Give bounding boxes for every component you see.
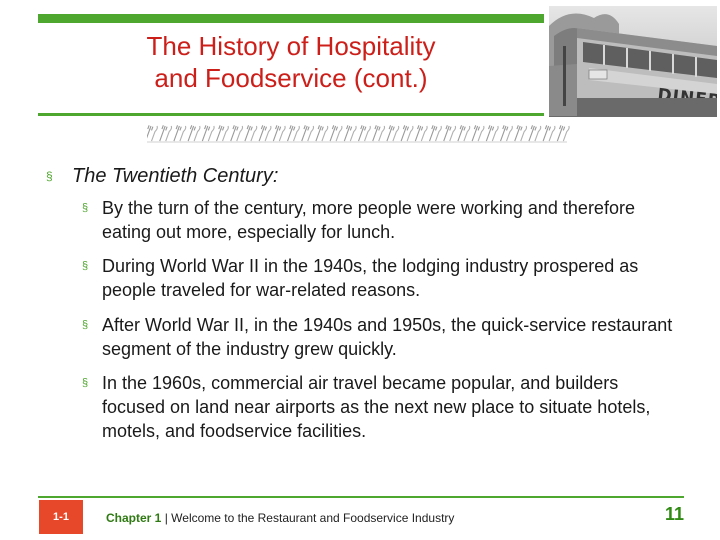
bullet-icon: § — [82, 260, 89, 272]
footer-caption — [106, 511, 454, 525]
bullet-icon: § — [46, 169, 53, 183]
footer-book-title: Welcome to the Restaurant and Foodservice Industry — [171, 511, 455, 525]
utensils-decoration — [147, 124, 575, 144]
slide-title — [38, 30, 544, 94]
bullet-text: By the turn of the century, more people were working and therefore eating out more, especially for lunch. — [102, 198, 635, 242]
slide-title-line-2: and Foodservice (cont.) — [154, 63, 428, 93]
bullet-icon: § — [82, 377, 89, 389]
bullet-item — [82, 371, 682, 443]
bullet-item — [82, 313, 682, 361]
bullet-item — [82, 254, 682, 302]
title-top-bar — [38, 14, 544, 23]
bullet-item — [82, 196, 682, 244]
title-bottom-bar — [38, 113, 544, 116]
bullet-text: During World War II in the 1940s, the lodging industry prospered as people traveled for war-related reasons. — [102, 256, 639, 300]
diner-photo — [549, 6, 717, 117]
slide-title-line-1: The History of Hospitality — [146, 31, 436, 61]
bullet-text: In the 1960s, commercial air travel became popular, and builders focused on land near airports as the next new place to situate hotels, motels, and foodservice facilities. — [102, 373, 651, 441]
page-number: 11 — [664, 504, 684, 524]
bullet-icon: § — [82, 202, 89, 214]
footer-chapter: Chapter 1 — [106, 511, 162, 525]
bullet-text: After World War II, in the 1940s and 1950s, the quick-service restaurant segment of the industry grew quickly. — [102, 315, 673, 359]
footer-separator: | — [161, 511, 172, 525]
footer-divider — [38, 496, 684, 498]
section-heading: The Twentieth Century: — [72, 165, 279, 187]
bullet-icon: § — [82, 319, 89, 331]
slide-number-badge: 1-1 — [39, 500, 83, 534]
